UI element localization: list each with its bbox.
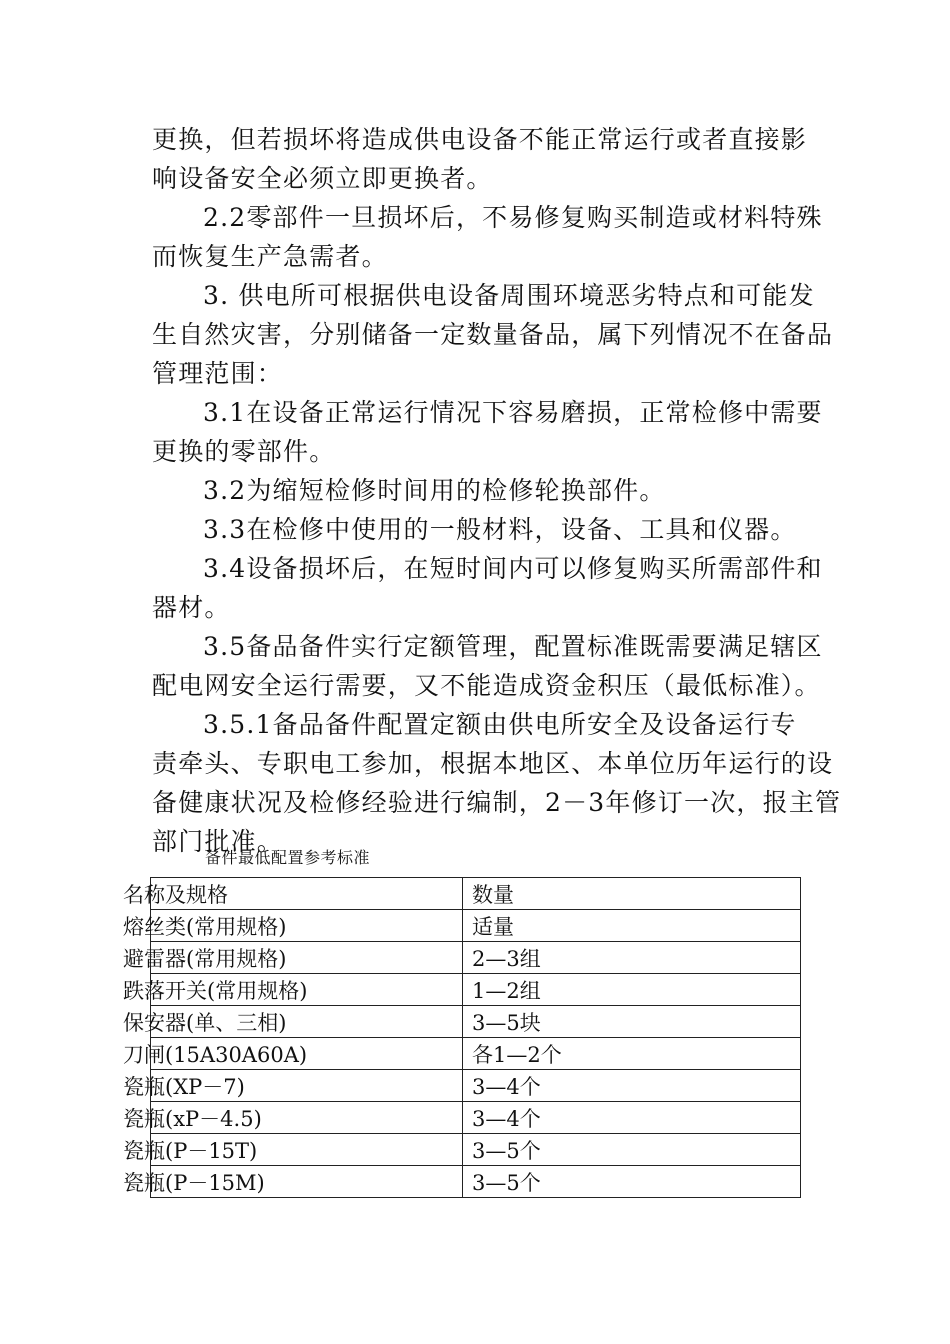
paragraph-6 bbox=[152, 510, 812, 549]
table-row bbox=[151, 1006, 801, 1038]
paragraph-2 bbox=[152, 198, 823, 276]
text-line: 3.1在设备正常运行情况下容易磨损，正常检修中需要 bbox=[203, 398, 823, 427]
name-cell bbox=[123, 1134, 463, 1166]
item-qty: 3—5块 bbox=[463, 1006, 801, 1038]
name-cell bbox=[123, 974, 463, 1006]
name-cell bbox=[123, 1166, 463, 1198]
item-qty: 1—2组 bbox=[463, 974, 801, 1006]
text-line: 3. 供电所可根据供电设备周围环境恶劣特点和可能发 bbox=[203, 281, 815, 310]
paragraph-7 bbox=[152, 549, 823, 627]
text-line: 更换的零部件。 bbox=[152, 437, 336, 466]
paragraph-3 bbox=[152, 276, 834, 393]
text-line: 3.2为缩短检修时间用的检修轮换部件。 bbox=[203, 476, 666, 505]
paragraph-9 bbox=[152, 705, 842, 861]
text-line: 更换，但若损坏将造成供电设备不能正常运行或者直接影 bbox=[152, 125, 808, 154]
name-cell bbox=[123, 942, 463, 974]
name-cell bbox=[123, 910, 463, 942]
item-qty: 3—4个 bbox=[463, 1070, 801, 1102]
item-qty: 3—5个 bbox=[463, 1134, 801, 1166]
header-name: 名称及规格 bbox=[123, 882, 228, 907]
paragraph-1 bbox=[152, 120, 812, 198]
paragraph-4 bbox=[152, 393, 823, 471]
name-cell bbox=[123, 1102, 463, 1134]
table-row bbox=[151, 1038, 801, 1070]
text-line: 3.3在检修中使用的一般材料，设备、工具和仪器。 bbox=[203, 515, 797, 544]
item-qty: 3—4个 bbox=[463, 1102, 801, 1134]
spare-parts-table bbox=[123, 877, 801, 1198]
item-name: 熔丝类(常用规格) bbox=[123, 914, 287, 939]
table-row bbox=[151, 910, 801, 942]
item-name: 瓷瓶(xP－4.5) bbox=[123, 1106, 262, 1131]
item-name: 跌落开关(常用规格) bbox=[123, 978, 308, 1003]
text-line: 生自然灾害，分别储备一定数量备品，属下列情况不在备品 bbox=[152, 320, 834, 349]
text-line: 3.5备品备件实行定额管理，配置标准既需要满足辖区 bbox=[203, 632, 823, 661]
item-name: 保安器(单、三相) bbox=[123, 1010, 287, 1035]
table-header-row bbox=[151, 878, 801, 910]
text-line: 管理范围： bbox=[152, 359, 284, 388]
text-line: 责牵头、专职电工参加，根据本地区、本单位历年运行的设 bbox=[152, 749, 834, 778]
text-line: 部门批准。 bbox=[152, 827, 284, 856]
item-qty: 各1—2个 bbox=[463, 1038, 801, 1070]
name-cell bbox=[123, 1006, 463, 1038]
paragraph-8 bbox=[152, 627, 823, 705]
text-line: 3.4设备损坏后，在短时间内可以修复购买所需部件和 bbox=[203, 554, 823, 583]
text-line: 备健康状况及检修经验进行编制，2－3年修订一次，报主管 bbox=[152, 788, 842, 817]
text-line: 3.5.1备品备件配置定额由供电所安全及设备运行专 bbox=[203, 710, 797, 739]
table-caption: 备件最低配置参考标准 bbox=[205, 848, 371, 867]
item-name: 瓷瓶(P－15T) bbox=[123, 1138, 258, 1163]
item-qty: 2—3组 bbox=[463, 942, 801, 974]
item-qty: 3—5个 bbox=[463, 1166, 801, 1198]
table-row bbox=[151, 1134, 801, 1166]
text-line: 2.2零部件一旦损坏后，不易修复购买制造或材料特殊 bbox=[203, 203, 823, 232]
table-row bbox=[151, 974, 801, 1006]
table-body bbox=[123, 910, 801, 1198]
table-row bbox=[151, 1070, 801, 1102]
table-row bbox=[151, 942, 801, 974]
text-line: 而恢复生产急需者。 bbox=[152, 242, 388, 271]
name-cell bbox=[123, 1038, 463, 1070]
item-name: 瓷瓶(XP－7) bbox=[123, 1074, 245, 1099]
table-row bbox=[151, 1166, 801, 1198]
table-row bbox=[151, 1102, 801, 1134]
text-line: 器材。 bbox=[152, 593, 231, 622]
name-cell bbox=[123, 1070, 463, 1102]
paragraph-5 bbox=[152, 471, 812, 510]
text-line: 响设备安全必须立即更换者。 bbox=[152, 164, 493, 193]
item-qty: 适量 bbox=[463, 910, 801, 942]
item-name: 瓷瓶(P－15M) bbox=[123, 1170, 265, 1195]
header-name-cell bbox=[123, 878, 463, 910]
header-qty: 数量 bbox=[463, 878, 801, 910]
item-name: 避雷器(常用规格) bbox=[123, 946, 287, 971]
text-line: 配电网安全运行需要，又不能造成资金积压（最低标准）。 bbox=[152, 671, 821, 700]
item-name: 刀闸(15A30A60A) bbox=[123, 1042, 308, 1067]
